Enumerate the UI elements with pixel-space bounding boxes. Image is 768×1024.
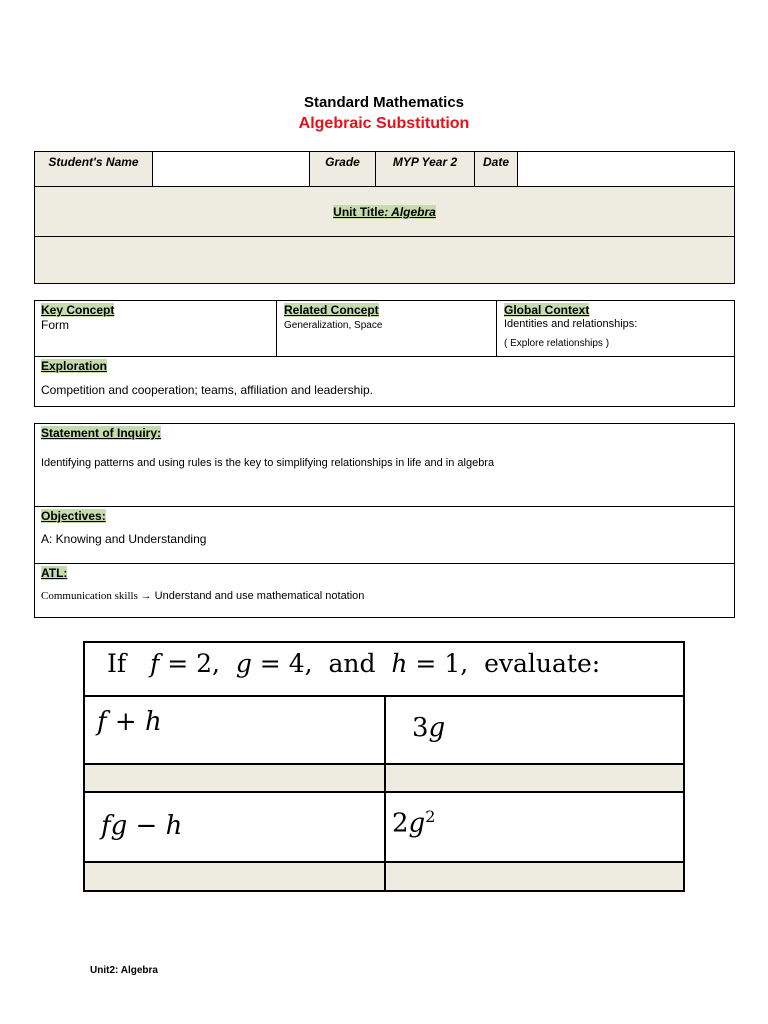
blank-row: [35, 237, 734, 283]
statement-label: Statement of Inquiry:: [41, 426, 162, 440]
expression-4: [386, 793, 683, 863]
student-name-field[interactable]: [153, 152, 310, 187]
key-concept-value: Form: [41, 318, 69, 332]
prompt-if: If: [107, 649, 127, 678]
atl-value: Understand and use mathematical notation: [151, 590, 365, 602]
statement-cell: [35, 424, 734, 507]
unit-title-label: Unit Title: [333, 205, 385, 219]
prompt-evaluate: evaluate:: [484, 649, 601, 678]
assign-val-h: 1: [444, 649, 461, 678]
grade-label: Grade: [310, 152, 376, 187]
exploration-label: Exploration: [41, 359, 108, 373]
objectives-cell: [35, 507, 734, 564]
related-concept-label: Related Concept: [284, 303, 379, 317]
answer-cell-4[interactable]: [386, 863, 683, 890]
atl-label: ATL:: [41, 566, 68, 580]
assign-val-f: 2: [196, 649, 212, 678]
exploration-value: Competition and cooperation; teams, affiliation and leadership.: [41, 383, 373, 397]
assign-var-h: h: [391, 649, 408, 678]
global-context-value: Identities and relationships:: [504, 318, 638, 330]
exercise-table: [83, 641, 685, 892]
global-context-label: Global Context: [504, 303, 590, 317]
info-table: [34, 151, 735, 284]
expression-2-coef: 3: [412, 713, 429, 743]
expression-3: fg − h: [85, 793, 386, 863]
key-concept-label: Key Concept: [41, 303, 115, 317]
related-concept-value: Generalization, Space: [284, 320, 383, 331]
objectives-label: Objectives:: [41, 509, 106, 523]
expression-4-exponent: 2: [425, 807, 436, 826]
global-context-cell: [497, 301, 734, 357]
objectives-value: A: Knowing and Understanding: [41, 532, 207, 546]
exercise-prompt: If f = 2, g = 4, and h = 1, evaluate:: [85, 643, 683, 697]
page-title: Standard Mathematics: [303, 94, 465, 111]
student-name-label: Student's Name: [35, 152, 153, 187]
assign-var-f: f: [149, 649, 160, 678]
inquiry-table: [34, 423, 735, 618]
assign-val-g: 4: [288, 649, 305, 678]
expression-4-coef: 2: [392, 808, 409, 839]
prompt-and: and: [328, 649, 376, 678]
expression-2-var: g: [428, 713, 446, 743]
grade-value: MYP Year 2: [376, 152, 475, 187]
answer-cell-3[interactable]: [85, 863, 386, 890]
expression-2: [386, 697, 683, 765]
key-concept-cell: [35, 301, 277, 357]
page-subtitle: Algebraic Substitution: [298, 115, 470, 132]
expression-1: f + h: [85, 697, 386, 765]
unit-title-value: : Algebra: [384, 205, 436, 219]
assign-var-g: g: [235, 649, 252, 678]
atl-prefix: Communication skills →: [41, 590, 152, 602]
unit-title: [35, 187, 734, 237]
statement-value: Identifying patterns and using rules is the key to simplifying relationships in life and in algebra: [41, 457, 495, 469]
page-footer: Unit2: Algebra: [90, 965, 158, 976]
concepts-table: [34, 300, 735, 407]
related-concept-cell: [277, 301, 497, 357]
answer-cell-2[interactable]: [386, 765, 683, 793]
expression-4-var: g: [408, 808, 426, 839]
answer-cell-1[interactable]: [85, 765, 386, 793]
date-field[interactable]: [518, 152, 734, 187]
date-label: Date: [475, 152, 518, 187]
exploration-cell: [35, 357, 734, 406]
atl-cell: [35, 564, 734, 617]
global-context-sub: ( Explore relationships ): [504, 338, 610, 349]
